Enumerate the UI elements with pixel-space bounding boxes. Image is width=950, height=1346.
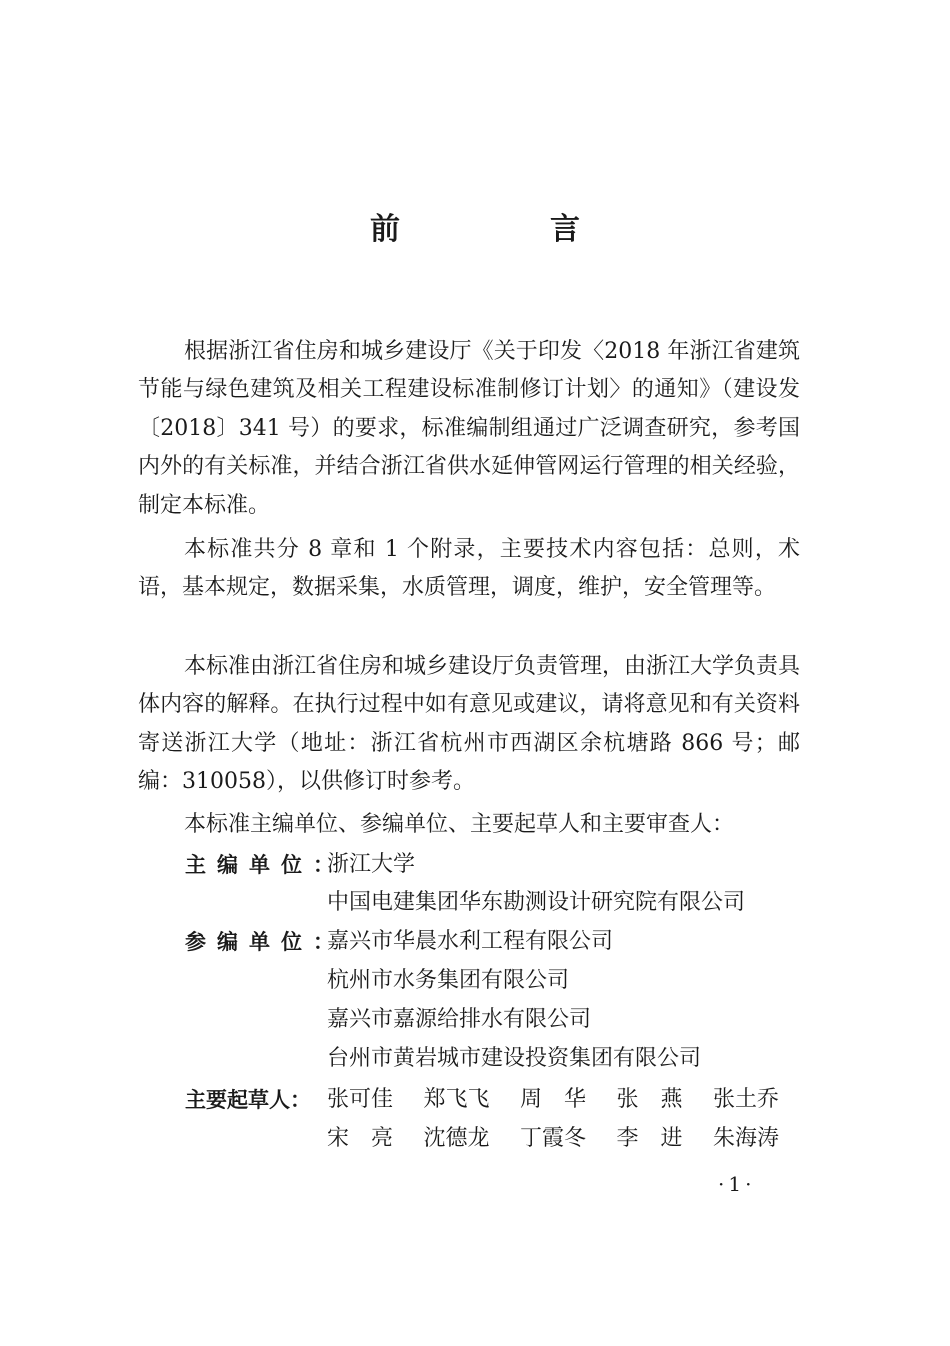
- chief-editor-unit: 中国电建集团华东勘测设计研究院有限公司: [327, 890, 746, 915]
- paragraph-roster-intro: 本标准主编单位、参编单位、主要起草人和主要审查人：: [184, 812, 735, 837]
- drafter-name: 丁霞冬: [519, 1126, 586, 1151]
- drafter-name: 宋 亮: [327, 1126, 394, 1151]
- paragraph-management: 本标准由浙江省住房和城乡建设厅负责管理，由浙江大学负责具体内容的解释。在执行过程中如有意见或建议，请将意见和有关资料寄送浙江大学（地址：浙江省杭州市西湖区余杭塘路 866 号；邮编：310058），以供修订时参考。: [138, 654, 801, 795]
- drafter-name: 张可佳: [327, 1087, 394, 1112]
- drafter-name: 朱海涛: [712, 1126, 779, 1151]
- participant-unit: 嘉兴市华晨水利工程有限公司: [327, 929, 614, 954]
- drafter-names: [327, 1081, 779, 1119]
- drafter-name: 张土乔: [712, 1087, 779, 1112]
- participant-unit: 嘉兴市嘉源给排水有限公司: [327, 1007, 592, 1032]
- drafter-name: 李 进: [616, 1126, 683, 1151]
- drafter-name: 郑飞飞: [423, 1087, 490, 1112]
- participant-unit: 台州市黄岩城市建设投资集团有限公司: [327, 1046, 702, 1071]
- drafter-name: 张 燕: [616, 1087, 683, 1112]
- drafter-names: [327, 1120, 779, 1158]
- drafter-name: 周 华: [519, 1087, 586, 1112]
- drafter-name: 沈德龙: [423, 1126, 490, 1151]
- page-title: 前 言: [370, 212, 640, 247]
- paragraph-basis: 根据浙江省住房和城乡建设厅《关于印发〈2018 年浙江省建筑节能与绿色建筑及相关工程建设标准制修订计划〉的通知》（建设发〔2018〕341 号）的要求，标准编制组通过广泛调查研究，参考国内外的有关标准，并结合浙江省供水延伸管网运行管理的相关经验，制定本标准。: [138, 339, 800, 518]
- paragraph-contents: 本标准共分 8 章和 1 个附录，主要技术内容包括：总则，术语，基本规定，数据采集，水质管理，调度，维护，安全管理等。: [138, 537, 800, 601]
- participant-unit: 杭州市水务集团有限公司: [327, 968, 570, 993]
- drafters-label: 主要起草人：: [185, 1088, 311, 1112]
- chief-editor-label: 主编单位：: [185, 853, 345, 877]
- participants-label: 参编单位：: [185, 930, 345, 954]
- page-number: ·1·: [718, 1172, 756, 1196]
- chief-editor-unit: 浙江大学: [327, 852, 416, 877]
